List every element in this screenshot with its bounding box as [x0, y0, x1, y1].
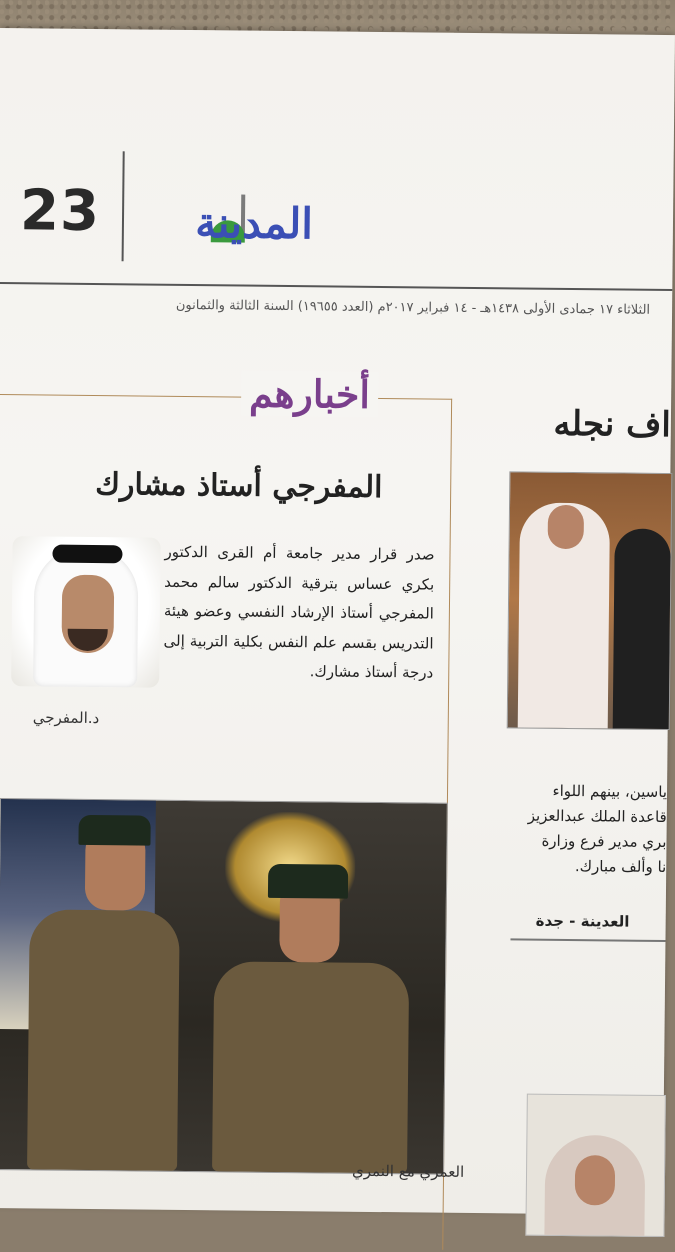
newspaper-logo [143, 190, 314, 262]
officer-right [212, 961, 409, 1173]
officers-photo [0, 798, 448, 1175]
right-body-line: بري مدير فرع وزارة [541, 831, 667, 852]
portrait-photo [11, 536, 161, 688]
man-face [548, 505, 584, 549]
right-body-line: ياسين، بينهم اللواء [552, 781, 668, 802]
story-headline: المفرجي أستاذ مشارك [95, 467, 383, 506]
right-column-headline: اف نجله [553, 403, 672, 446]
right-body-line: قاعدة الملك عبدالعزيز [527, 806, 667, 827]
dateline: الثلاثاء ١٧ جمادى الأولى ١٤٣٨هـ - ١٤ فبراير ٢٠١٧م (العدد ١٩٦٥٥) السنة الثالثة والثمانون [175, 297, 651, 318]
officer-left [27, 909, 180, 1171]
second-man [613, 528, 671, 729]
page-number: 23 [19, 178, 101, 245]
next-headline-partial [182, 1206, 422, 1239]
masthead-divider [122, 151, 125, 261]
masthead-rule [0, 282, 672, 291]
section-title: أخبارهم [241, 371, 378, 417]
officer-left-cap [78, 815, 150, 846]
portrait-caption: د.المفرجي [32, 708, 100, 728]
story-body: صدر قرار مدير جامعة أم القرى الدكتور بكري عساس بترقية الدكتور سالم محمد المفرجي أستاذ الإرشاد النفسي وعضو هيئة التدريس بقسم علم النفس بكلية التربية إلى درجة أستاذ مشارك. [163, 542, 435, 682]
right-body-line: نا وألف مبارك. [574, 857, 667, 877]
officer-right-cap [268, 864, 348, 899]
right-column-body [503, 778, 667, 880]
right-column-photo [507, 471, 673, 730]
photo-caption: العمري مع النمري [351, 1161, 465, 1181]
newspaper-page [0, 28, 675, 1215]
portrait-face [575, 1155, 616, 1205]
right-column-portrait [525, 1094, 665, 1237]
agal-shape [52, 545, 122, 564]
right-column-source: العدينة - جدة [535, 911, 630, 931]
logo-text: المدينة [195, 198, 314, 249]
right-column-rule [510, 938, 665, 942]
